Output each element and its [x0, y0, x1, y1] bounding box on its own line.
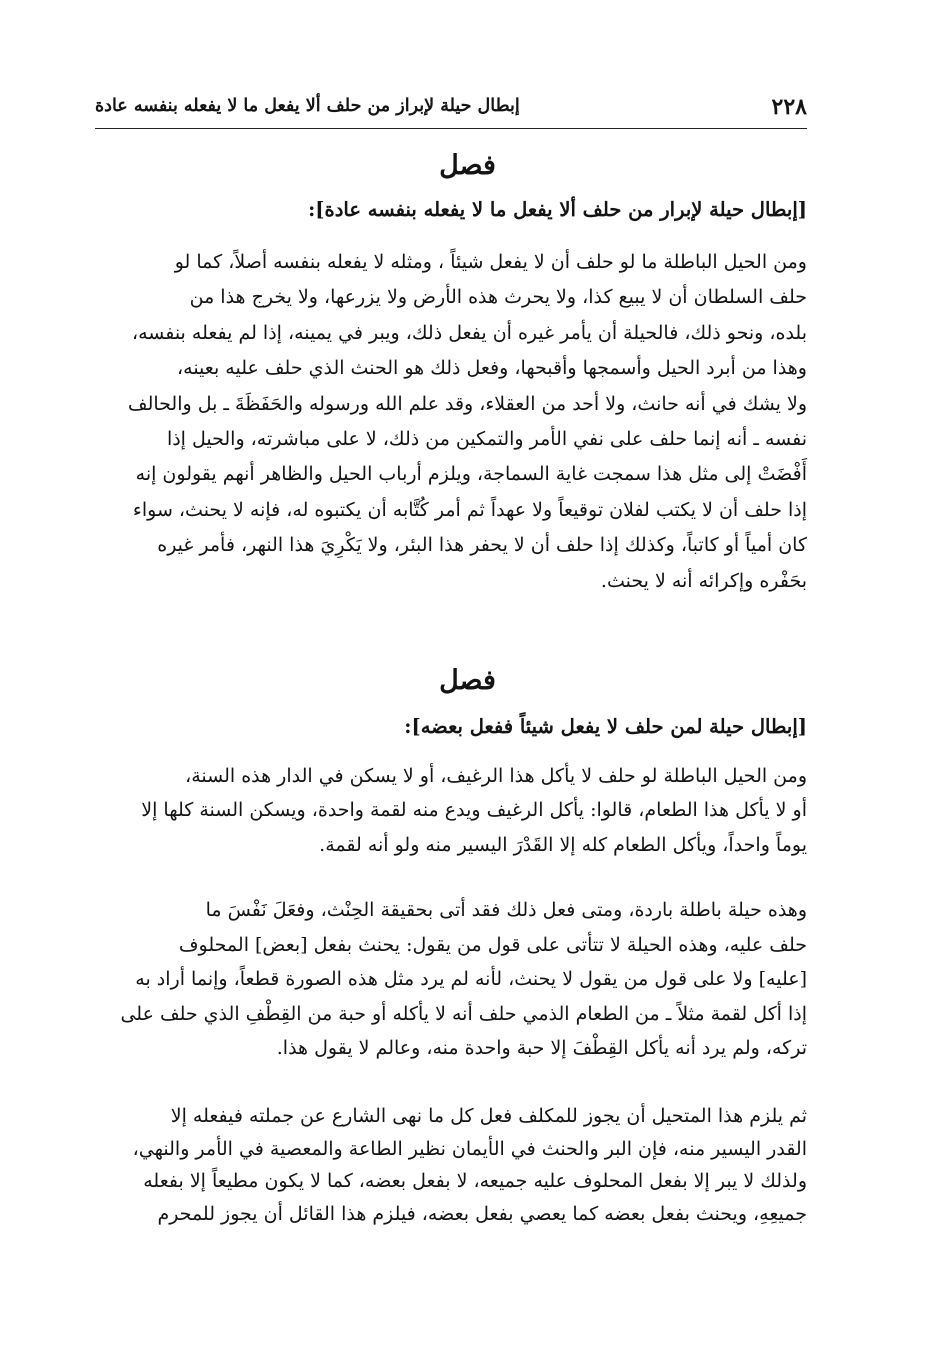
paragraph: ثم يلزم هذا المتحيل أن يجوز للمكلف فعل كل ما نهى الشارع عن جملته فيفعله إلا القدر اليسير منه، فإن البر والحنث في الأيمان نظير الطاعة والمعصية في الأمر والنهي، ولذلك لا يبر إلا بفعل المحلوف عليه جميعه، لا بفعل بعضه، كما لا يكون مطيعاً إلا بفعله جميعِهِ، ويحنث بفعل بعضه كما يعصي بفعل بعضه، فيلزم هذا القائل أن يجوز للمحرم — [132, 1105, 807, 1225]
page-number: ٢٢٨ — [771, 94, 807, 120]
section-subheading: [إبطال حيلة لإبرار من حلف ألا يفعل ما لا يفعله بنفسه عادة]: — [308, 198, 807, 221]
paragraph: ومن الحيل الباطلة ما لو حلف أن لا يفعل شيئاً ، ومثله لا يفعله بنفسه أصلاً، كما لو حلف السلطان أن لا يبيع كذا، ولا يحرث هذه الأرض ولا يزرعها، ولا يخرج هذا من بلده، ونحو ذلك، فالحيلة أن يأمر غيره أن يفعل ذلك، ويبر في يمينه، إذا لم يفعله بنفسه، وهذا من أبرد الحيل وأسمجها وأقبحها، وفعل ذلك هو الحنث الذي حلف عليه بعينه، ولا يشك في أنه حانث، ولا أحد من العقلاء، وقد علم الله ورسوله والحَفَظَةَ ـ بل والحالف نفسه ـ أنه إنما حلف على نفي الأمر والتمكين من ذلك، لا على مباشرته، والحيل إذا أَفْضَتْ إلى مثل هذا سمجت غاية السماجة، ويلزم أرباب الحيل والظاهر أنهم يقولون إنه إذا حلف أن لا يكتب لفلان توقيعاً ولا عهداً ثم أمر كُتَّابه أن يكتبوه له، فإنه لا يحنث، سواء كان أمياً أو كاتباً، وكذلك إذا حلف أن لا يحفر هذا البئر، ولا يَكْرِيَ هذا النهر، فأمر غيره بحَفْره وإكرائه أنه لا يحنث. — [127, 251, 807, 592]
paragraph: وهذه حيلة باطلة باردة، ومتى فعل ذلك فقد أتى بحقيقة الحِنْث، وفعَلَ نَفْسَ ما حلف عليه، وهذه الحيلة لا تتأتى على قول من يقول: يحنث بفعل [بعض] المحلوف [عليه] ولا على قول من يقول لا يحنث، لأنه لم يرد مثل هذه الصورة قطعاً، وإنما أراد به إذا أكل لقمة مثلاً ـ من الطعام الذمي حلف أنه لا يأكله أو حبة من القِطْفِ الذي حلف على تركه، ولم يرد أنه يأكل القِطْفَ إلا حبة واحدة منه، وعالم لا يقول هذا. — [120, 899, 807, 1059]
section-heading: فصل — [439, 150, 496, 181]
page-header — [95, 88, 807, 129]
section-heading: فصل — [439, 665, 496, 696]
running-title: إبطال حيلة لإبراز من حلف ألا يفعل ما لا يفعله بنفسه عادة — [95, 96, 520, 116]
section-subheading: [إبطال حيلة لمن حلف لا يفعل شيئاً ففعل بعضه]: — [404, 715, 807, 738]
paragraph: ومن الحيل الباطلة لو حلف لا يأكل هذا الرغيف، أو لا يسكن في الدار هذه السنة، أو لا يأكل هذا الطعام، قالوا: يأكل الرغيف ويدع منه لقمة واحدة، ويسكن السنة كلها إلا يوماً واحداً، ويأكل الطعام كله إلا القَدْرَ اليسير منه ولو أنه لقمة. — [141, 765, 807, 856]
